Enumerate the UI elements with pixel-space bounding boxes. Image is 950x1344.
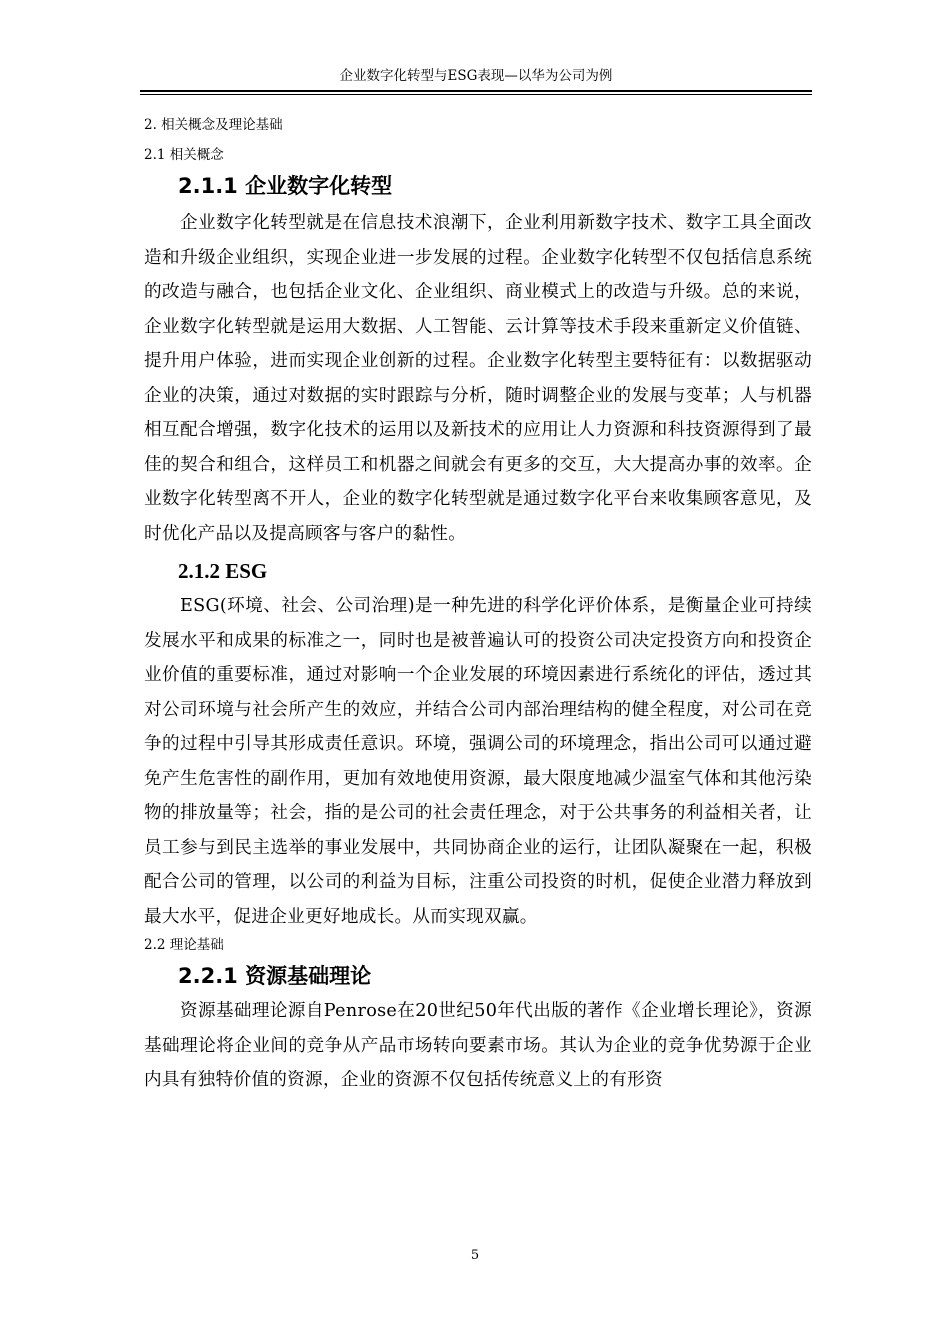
header-rule-thick: [140, 90, 812, 92]
subsection-heading-2-2-1: 2.2.1 资源基础理论: [178, 964, 372, 988]
paragraph-digital-transformation: 企业数字化转型就是在信息技术浪潮下，企业利用新数字技术、数字工具全面改造和升级企业组织，实现企业进一步发展的过程。企业数字化转型不仅包括信息系统的改造与融合，也包括企业文化、企业组织、商业模式上的改造与升级。总的来说，企业数字化转型就是运用大数据、人工智能、云计算等技术手段来重新定义价值链、提升用户体验，进而实现企业创新的过程。企业数字化转型主要特征有：以数据驱动企业的决策，通过对数据的实时跟踪与分析，随时调整企业的发展与变革；人与机器相互配合增强，数字化技术的运用以及新技术的应用让人力资源和科技资源得到了最佳的契合和组合，这样员工和机器之间就会有更多的交互，大大提高办事的效率。企业数字化转型离不开人，企业的数字化转型就是通过数字化平台来收集顾客意见，及时优化产品以及提高顾客与客户的黏性。: [144, 213, 812, 544]
header-rule-thin: [140, 94, 812, 95]
chapter-heading: 2. 相关概念及理论基础: [144, 117, 283, 133]
paragraph-resource-based-theory: 资源基础理论源自Penrose在20世纪50年代出版的著作《企业增长理论》，资源基础理论将企业间的竞争从产品市场转向要素市场。其认为企业的竞争优势源于企业内具有独特价值的资源，企业的资源不仅包括传统意义上的有形资: [144, 1001, 812, 1090]
subsection-heading-2-1-1: 2.1.1 企业数字化转型: [178, 174, 393, 198]
section-heading-2-1: 2.1 相关概念: [144, 147, 224, 163]
page-number: 5: [470, 1248, 480, 1263]
section-heading-2-2: 2.2 理论基础: [144, 937, 224, 953]
running-header: 企业数字化转型与ESG表现—以华为公司为例: [339, 68, 613, 84]
paragraph-esg: ESG(环境、社会、公司治理)是一种先进的科学化评价体系，是衡量企业可持续发展水平和成果的标准之一，同时也是被普遍认可的投资公司决定投资方向和投资企业价值的重要标准，通过对影响一个企业发展的环境因素进行系统化的评估，透过其对公司环境与社会所产生的效应，并结合公司内部治理结构的健全程度，对公司在竞争的过程中引导其形成责任意识。环境，强调公司的环境理念，指出公司可以通过避免产生危害性的副作用，更加有效地使用资源，最大限度地减少温室气体和其他污染物的排放量等；社会，指的是公司的社会责任理念，对于公共事务的利益相关者，让员工参与到民主选举的事业发展中，共同协商企业的运行，让团队凝聚在一起，积极配合公司的管理，以公司的利益为目标，注重公司投资的时机，促使企业潜力释放到最大水平，促进企业更好地成长。从而实现双赢。: [144, 596, 812, 927]
main-content: [144, 116, 812, 1098]
subsection-heading-2-1-2: 2.1.2 ESG: [178, 559, 268, 583]
